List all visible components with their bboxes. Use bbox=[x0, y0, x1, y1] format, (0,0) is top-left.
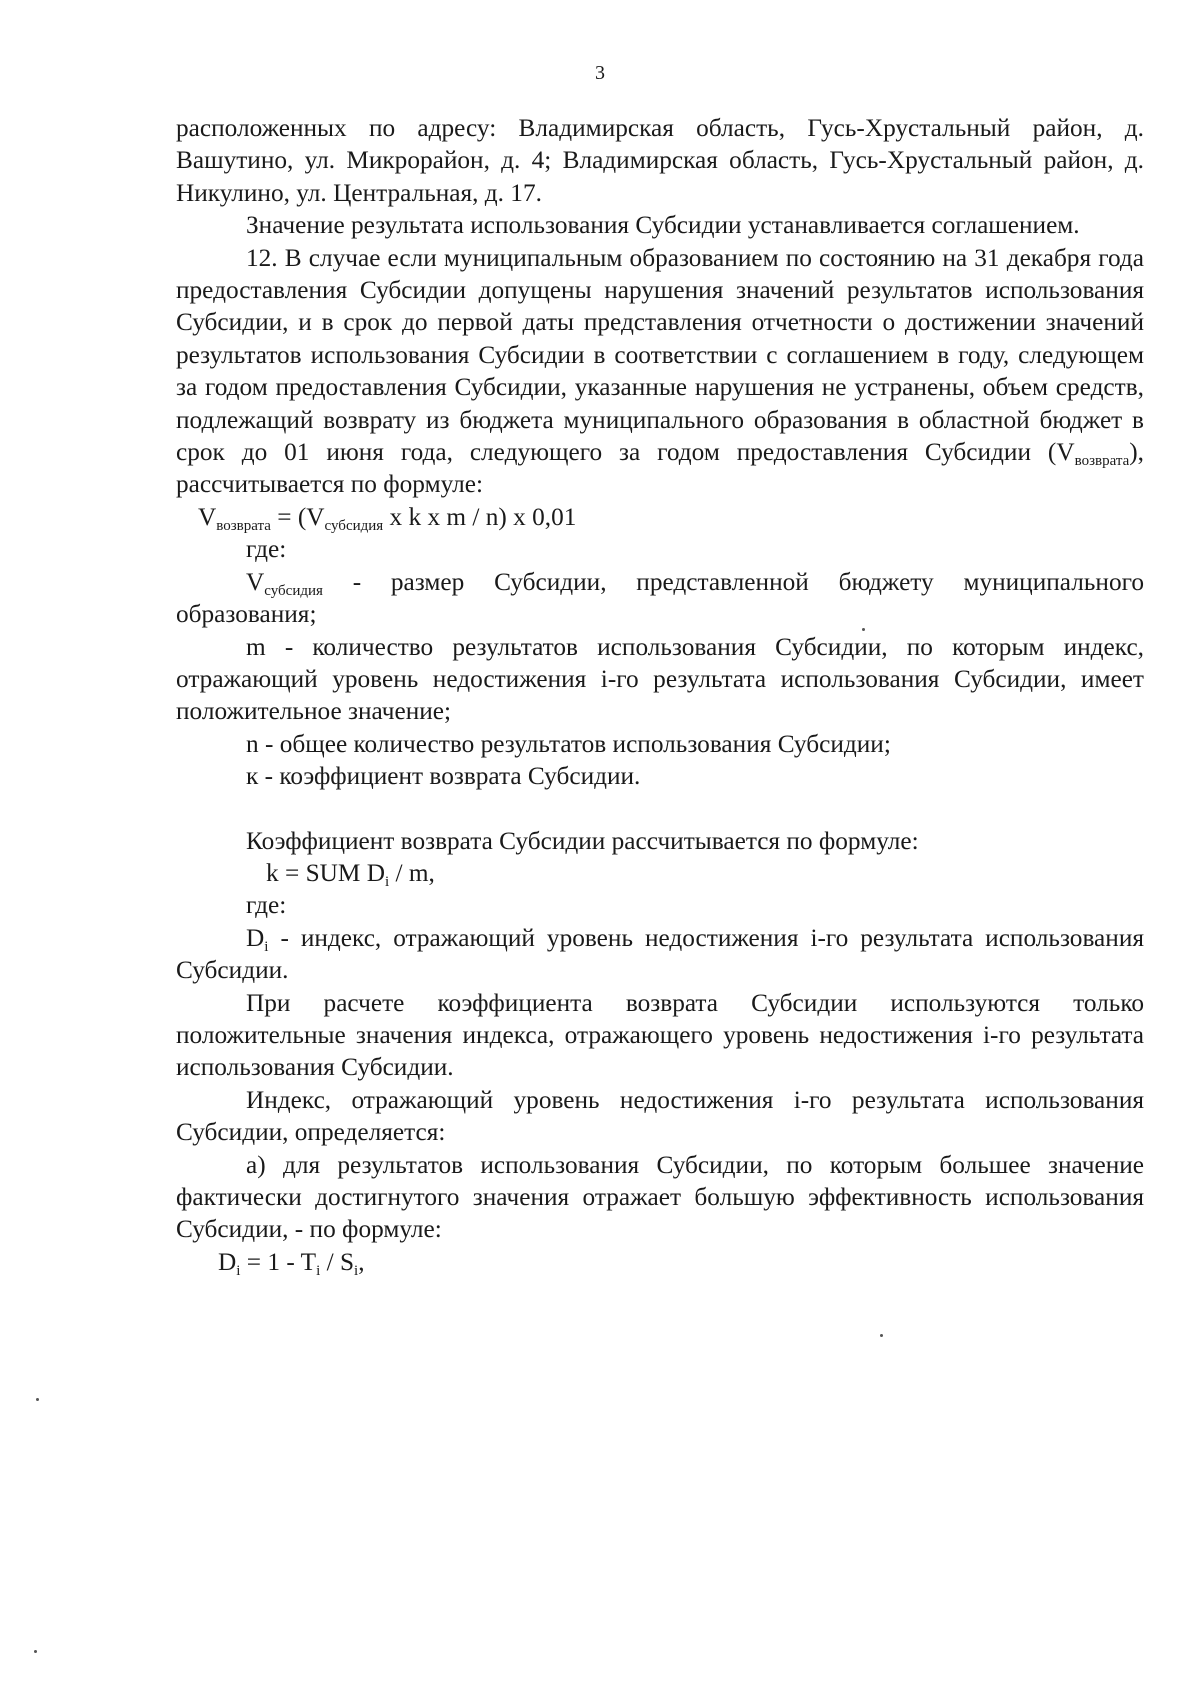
spacer bbox=[176, 793, 1144, 825]
formula3-end: , bbox=[358, 1247, 365, 1276]
scan-speck bbox=[34, 1650, 37, 1653]
paragraph-index: Индекс, отражающий уровень недостижения i-го результата использования Субсидии, определяется: bbox=[176, 1085, 1144, 1147]
where-label-1: где: bbox=[246, 535, 287, 564]
paragraph-12-last-line: рассчитывается по формуле: bbox=[176, 470, 483, 499]
formula3-slash: / S bbox=[320, 1247, 355, 1276]
k-intro: Коэффициент возврата Субсидии рассчитывается по формуле: bbox=[246, 826, 919, 855]
scan-speck bbox=[880, 1334, 883, 1337]
where-label-2: где: bbox=[246, 891, 287, 920]
formula2-pre: k = SUM D bbox=[266, 858, 385, 887]
scan-speck bbox=[36, 1398, 39, 1401]
def-d-symbol: D bbox=[246, 923, 265, 952]
formula1-eq: = (V bbox=[270, 502, 325, 531]
formula-return-volume bbox=[176, 501, 1144, 533]
formula3-sub-t: i bbox=[316, 1262, 321, 1279]
formula3-d: D bbox=[218, 1247, 237, 1276]
definition-d bbox=[176, 922, 1144, 987]
def-v-text: - размер Субсидии, представленной бюджету муниципального образования; bbox=[176, 567, 1144, 629]
formula3-mid: = 1 - T bbox=[240, 1247, 317, 1276]
formula1-v: V bbox=[198, 502, 217, 531]
paragraph-12 bbox=[176, 242, 1144, 469]
definition-n: n - общее количество результатов использования Субсидии; bbox=[246, 729, 891, 758]
def-v-symbol: V bbox=[246, 567, 265, 596]
formula2-post: / m, bbox=[389, 858, 435, 887]
def-d-text: - индекс, отражающий уровень недостижения i-го результата использования Субсидии. bbox=[176, 923, 1144, 985]
paragraph-12-text: 12. В случае если муниципальным образованием по состоянию на 31 декабря года предоставления Субсидии допущены нарушения значений результатов использования Субсидии, и в срок до первой даты представления отчетности о достижении значений результатов использования Субсидии в соответствии с соглашением в году, следующем за годом предоставления Субсидии, указанные нарушения не устранены, объем средств, подлежащий возврату из бюджета муниципального образования в областной бюджет в срок до 01 июня года, следующего за годом предоставления Субсидии (V bbox=[176, 243, 1144, 467]
formula-d bbox=[176, 1246, 1144, 1278]
formula2-sub: i bbox=[385, 873, 390, 890]
formula3-sub-s: i bbox=[354, 1262, 359, 1279]
paragraph-result-value: Значение результата использования Субсидии устанавливается соглашением. bbox=[246, 211, 1080, 240]
paragraph-12-tail: ), bbox=[1129, 438, 1144, 467]
paragraph-positive-values: При расчете коэффициента возврата Субсидии используются только положительные значения индекса, отражающего уровень недостижения i-го результата использования Субсидии. bbox=[176, 988, 1144, 1082]
definition-v-subsidy bbox=[176, 566, 1144, 631]
formula1-sub-return: возврата bbox=[216, 517, 271, 534]
page-number: 3 bbox=[595, 62, 605, 84]
formula1-sub-subsidy: субсидия bbox=[324, 517, 384, 534]
def-v-sub: субсидия bbox=[264, 582, 323, 599]
definition-k: к - коэффициент возврата Субсидии. bbox=[246, 762, 641, 791]
scan-speck bbox=[862, 628, 865, 631]
document-body bbox=[176, 112, 1144, 1278]
formula-k bbox=[176, 857, 1144, 889]
def-d-sub: i bbox=[264, 938, 269, 955]
formula3-sub-d: i bbox=[236, 1262, 241, 1279]
formula1-rest: x k x m / n) x 0,01 bbox=[383, 502, 577, 531]
paragraph-address: расположенных по адресу: Владимирская область, Гусь-Хрустальный район, д. Вашутино, ул. Микрорайон, д. 4; Владимирская область, Гусь-Хрустальный район, д. Никулино, ул. Центральная, д. 17. bbox=[176, 114, 1144, 207]
paragraph-a: а) для результатов использования Субсидии, по которым большее значение фактически достигнутого значения отражает большую эффективность использования Субсидии, - по формуле: bbox=[176, 1150, 1144, 1244]
subscript-return: возврата bbox=[1074, 453, 1130, 470]
definition-m: m - количество результатов использования Субсидии, по которым индекс, отражающий уровень недостижения i-го результата использования Субсидии, имеет положительное значение; bbox=[176, 632, 1144, 726]
